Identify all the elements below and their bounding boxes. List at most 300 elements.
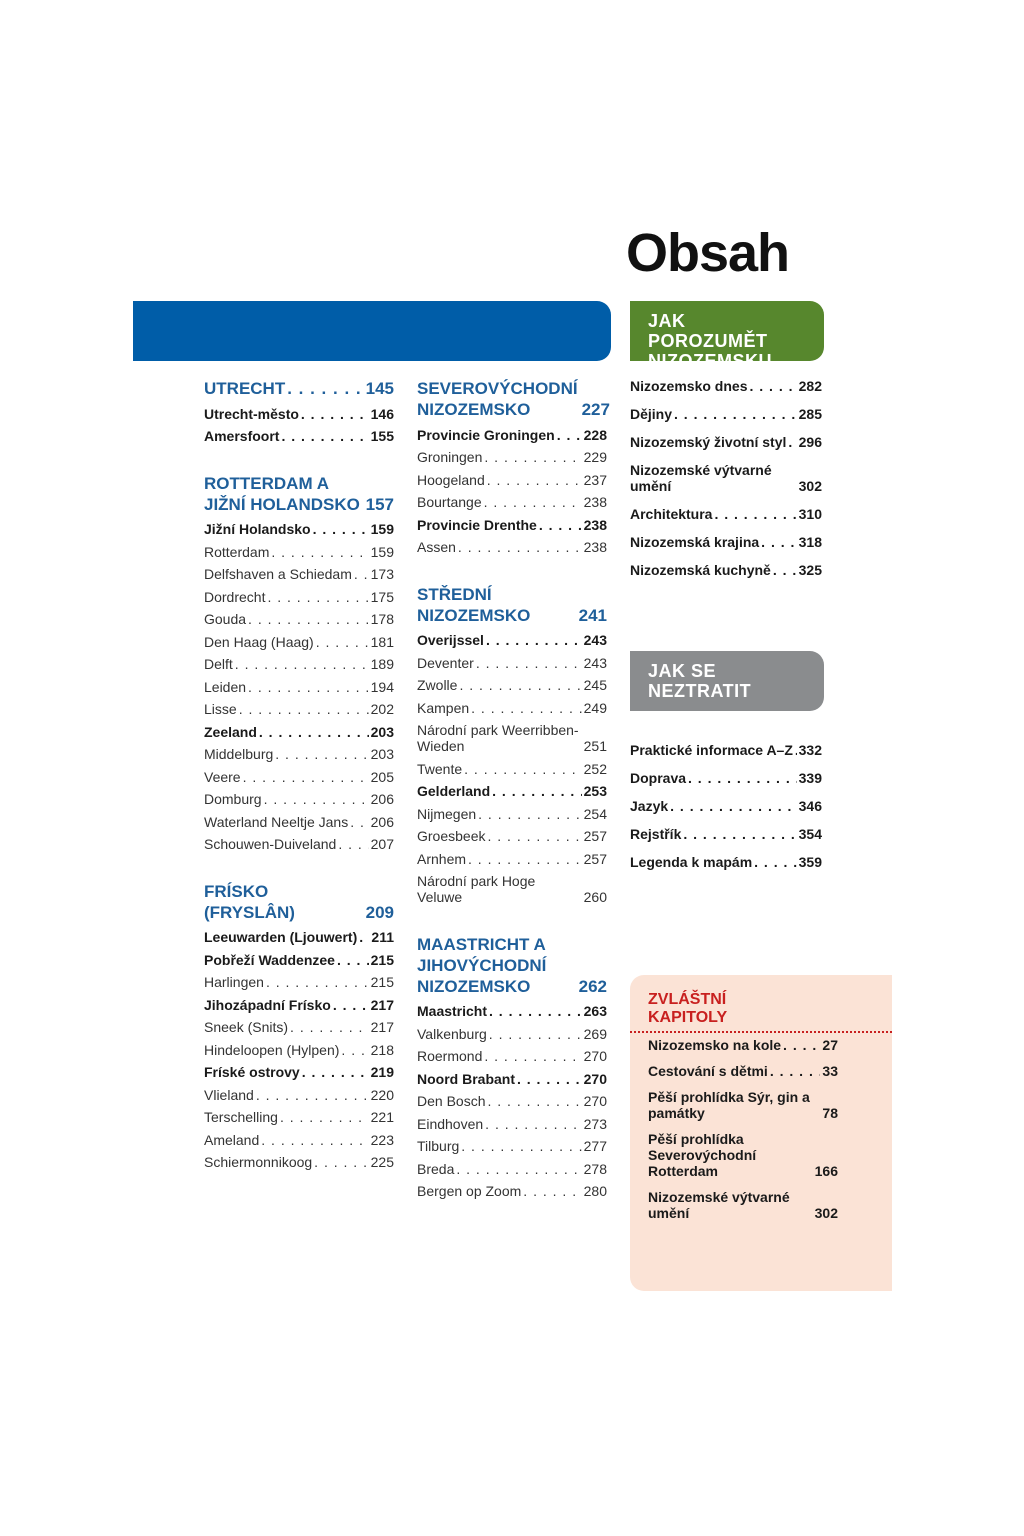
toc-entry[interactable]: [417, 1116, 607, 1132]
dot-leader: [487, 472, 582, 488]
dot-leader: [359, 929, 369, 945]
toc-entry[interactable]: [204, 701, 394, 717]
dot-leader: [783, 1037, 820, 1053]
entry-title: Den Haag (Haag): [204, 633, 314, 650]
dot-leader: [302, 1064, 369, 1080]
dot-leader: [484, 494, 582, 510]
entry-title: Jižní Holandsko: [204, 521, 311, 537]
entry-page-number: 203: [370, 746, 394, 762]
entry-title: Valkenburg: [417, 1025, 487, 1042]
entry-title: Eindhoven: [417, 1115, 484, 1132]
dot-leader: [316, 634, 369, 650]
entry-title: Rejstřík: [630, 826, 682, 842]
entry-page-number: 277: [583, 1138, 607, 1154]
entry-page-number: 278: [583, 1160, 607, 1177]
dot-leader: [271, 544, 368, 560]
toc-entry[interactable]: [417, 700, 607, 716]
entry-page-number: 257: [583, 828, 607, 844]
toc-entry[interactable]: [204, 406, 394, 422]
section-heading[interactable]: [417, 584, 607, 626]
toc-entry[interactable]: [204, 724, 394, 740]
entry-title: Waterland Neeltje Jans: [204, 813, 349, 830]
section-title: UTRECHT: [204, 379, 286, 398]
entry-title: Nizozemsko dnes: [630, 378, 748, 394]
entry-page-number: 325: [798, 562, 822, 578]
section-gap: [204, 859, 394, 881]
toc-entry[interactable]: [204, 769, 394, 785]
dot-leader: [239, 701, 369, 717]
toc-column-regions-1: [204, 378, 394, 1177]
dot-leader: [492, 783, 582, 799]
entry-page-number: 221: [370, 1109, 394, 1125]
dot-leader: [267, 589, 368, 605]
entry-title: Cestování s dětmi: [648, 1063, 768, 1079]
toc-entry[interactable]: [204, 544, 394, 560]
dot-leader: [489, 1003, 582, 1019]
toc-entry[interactable]: [204, 952, 394, 968]
entry-page-number: 175: [370, 588, 394, 605]
entry-page-number: 207: [370, 836, 394, 852]
toc-entry[interactable]: [204, 836, 394, 852]
toc-entry[interactable]: [417, 1138, 607, 1154]
toc-entry[interactable]: [204, 1064, 394, 1080]
entry-page-number: 215: [370, 951, 394, 968]
toc-entry[interactable]: [630, 742, 822, 758]
entry-page-number: 359: [798, 854, 822, 870]
toc-entry[interactable]: [630, 854, 822, 870]
dot-leader: [350, 814, 368, 830]
dot-leader: [275, 746, 368, 762]
entry-title: Provincie Drenthe: [417, 516, 537, 533]
section-heading[interactable]: [204, 881, 394, 923]
toc-entry[interactable]: [417, 427, 607, 443]
entry-page-number: 78: [822, 1105, 838, 1121]
toc-entry[interactable]: [204, 521, 394, 537]
dot-leader: [243, 769, 369, 785]
entry-page-number: 254: [583, 805, 607, 822]
entry-title: Harlingen: [204, 974, 264, 990]
dot-leader: [795, 742, 797, 758]
entry-page-number: 155: [370, 428, 394, 444]
section-page-number: 145: [365, 379, 394, 398]
entry-title: Jazyk: [630, 798, 669, 814]
toc-entry[interactable]: [417, 1003, 607, 1019]
entry-title: Pěší prohlídka Sýr, gin a památky: [648, 1089, 810, 1121]
entry-title: Vlieland: [204, 1086, 254, 1103]
toc-column-survival: [630, 742, 822, 882]
entry-page-number: 220: [370, 1086, 394, 1103]
entry-title: Nizozemské výtvarné umění: [648, 1189, 790, 1221]
dot-leader: [338, 836, 368, 852]
entry-page-number: 211: [371, 929, 394, 945]
entry-title: Maastricht: [417, 1003, 488, 1019]
entry-title: Leeuwarden (Ljouwert): [204, 929, 358, 945]
toc-entry[interactable]: [630, 506, 822, 522]
section-page-number: 227: [581, 400, 610, 419]
entry-title: Terschelling: [204, 1109, 278, 1125]
dot-leader: [471, 700, 581, 716]
entry-page-number: 332: [798, 742, 822, 758]
toc-entry[interactable]: [417, 1161, 607, 1177]
dot-leader: [754, 854, 796, 870]
dot-leader: [484, 449, 581, 465]
section-gap: [417, 912, 607, 934]
entry-title: Middelburg: [204, 746, 274, 762]
dot-leader: [280, 1109, 369, 1125]
toc-entry[interactable]: [204, 929, 394, 945]
entry-title: Groesbeek: [417, 828, 486, 844]
entry-page-number: 310: [798, 506, 822, 522]
dot-leader: [259, 724, 369, 740]
dot-leader: [714, 506, 796, 522]
entry-page-number: 173: [370, 566, 394, 582]
section-title: FRÍSKO (FRYSLÂN): [204, 881, 295, 922]
entry-page-number: 251: [583, 738, 607, 754]
toc-entry[interactable]: [630, 434, 822, 450]
toc-section: [204, 473, 394, 853]
toc-entry[interactable]: [630, 462, 822, 494]
entry-title: Rotterdam: [204, 543, 270, 560]
toc-section: [204, 378, 394, 444]
toc-entry[interactable]: [204, 1132, 394, 1148]
toc-entry[interactable]: [204, 679, 394, 695]
entry-title: Bourtange: [417, 494, 482, 510]
toc-entry[interactable]: [630, 378, 822, 394]
dot-leader: [314, 1154, 368, 1170]
section-page-number: 157: [365, 494, 394, 514]
toc-entry[interactable]: [204, 974, 394, 990]
entry-page-number: 249: [583, 699, 607, 716]
entry-title: Bergen op Zoom: [417, 1183, 522, 1199]
toc-entry[interactable]: [630, 826, 822, 842]
entry-page-number: 339: [798, 770, 822, 786]
special-chapters-box: [630, 975, 892, 1291]
entry-title: Tilburg: [417, 1138, 460, 1154]
entry-title: Pobřeží Waddenzee: [204, 951, 335, 968]
dot-leader: [478, 806, 582, 822]
toc-entry[interactable]: [417, 873, 607, 905]
entry-page-number: 178: [370, 611, 394, 627]
entry-title: Breda: [417, 1160, 455, 1177]
entry-title: Doprava: [630, 770, 687, 786]
entry-page-number: 194: [370, 678, 394, 695]
entry-page-number: 354: [798, 826, 822, 842]
entry-page-number: 318: [798, 534, 822, 550]
dot-leader: [458, 539, 582, 555]
toc-entry[interactable]: [417, 1183, 607, 1199]
dot-leader: [761, 534, 796, 550]
entry-title: Noord Brabant: [417, 1070, 515, 1087]
dot-leader: [770, 1063, 821, 1079]
toc-entry[interactable]: [417, 677, 607, 693]
entry-title: Roermond: [417, 1048, 483, 1064]
entry-title: Nizozemské výtvarné umění: [630, 462, 772, 494]
toc-entry[interactable]: [204, 791, 394, 807]
entry-page-number: 225: [370, 1154, 394, 1170]
toc-entry[interactable]: [204, 997, 394, 1013]
toc-entry[interactable]: [417, 783, 607, 799]
dot-leader: [749, 378, 796, 394]
entry-title: Gouda: [204, 611, 247, 627]
toc-section: [417, 584, 607, 906]
entry-title: Nizozemská kuchyně: [630, 562, 771, 578]
entry-page-number: 302: [814, 1205, 838, 1221]
toc-entry[interactable]: [417, 722, 607, 754]
dot-leader: [489, 1026, 582, 1042]
dot-leader: [354, 566, 369, 582]
entry-page-number: 146: [370, 405, 394, 422]
section-page-number: 209: [365, 902, 394, 922]
dot-leader: [557, 427, 582, 443]
toc-entry[interactable]: [417, 494, 607, 510]
toc-entry[interactable]: [204, 634, 394, 650]
section-gap: [417, 562, 607, 584]
dot-leader: [456, 1161, 581, 1177]
dot-leader: [235, 656, 369, 672]
toc-entry[interactable]: [630, 770, 822, 786]
dot-leader: [476, 655, 582, 671]
dot-leader: [487, 1093, 581, 1109]
dot-leader: [487, 828, 581, 844]
toc-section: [204, 881, 394, 1171]
entry-title: Architektura: [630, 506, 713, 522]
toc-entry[interactable]: [417, 539, 607, 555]
toc-entry[interactable]: [648, 1089, 838, 1121]
toc-entry[interactable]: [417, 1093, 607, 1109]
dot-leader: [301, 406, 369, 422]
entry-page-number: 218: [370, 1041, 394, 1058]
toc-entry[interactable]: [204, 1109, 394, 1125]
entry-title: Overijssel: [417, 632, 484, 648]
entry-title: Assen: [417, 539, 456, 555]
entry-page-number: 217: [370, 996, 394, 1013]
entry-title: Domburg: [204, 791, 262, 807]
dot-leader: [683, 826, 796, 842]
dot-leader: [337, 952, 369, 968]
special-chapters-heading: ZVLÁŠTNÍ KAPITOLY: [648, 991, 728, 1026]
entry-page-number: 238: [583, 494, 607, 510]
section-gap: [204, 451, 394, 473]
entry-page-number: 229: [583, 449, 607, 465]
toc-entry[interactable]: [417, 632, 607, 648]
toc-column-regions-2: [417, 378, 610, 1206]
entry-page-number: 223: [370, 1131, 394, 1148]
entry-page-number: 273: [583, 1115, 607, 1132]
dot-leader: [341, 1042, 368, 1058]
entry-page-number: 270: [583, 1048, 607, 1064]
dot-leader: [313, 521, 369, 537]
entry-page-number: 257: [583, 850, 607, 867]
toc-entry[interactable]: [204, 746, 394, 762]
section-heading[interactable]: [417, 934, 607, 997]
entry-page-number: 282: [798, 378, 822, 394]
toc-entry[interactable]: [417, 517, 607, 533]
entry-page-number: 296: [798, 434, 822, 450]
section-page-number: 262: [578, 976, 607, 996]
entry-page-number: 219: [370, 1064, 394, 1080]
toc-entry[interactable]: [417, 1071, 607, 1087]
toc-entry[interactable]: [630, 406, 822, 422]
entry-title: Arnhem: [417, 850, 467, 867]
entry-title: Nizozemsko na kole: [648, 1037, 782, 1053]
toc-section: [417, 934, 607, 1200]
toc-section: [417, 378, 610, 555]
toc-entry[interactable]: [204, 814, 394, 830]
toc-entry[interactable]: [417, 761, 607, 777]
entry-title: Groningen: [417, 449, 483, 465]
entry-title: Jihozápadní Frísko: [204, 996, 331, 1013]
dot-leader: [264, 791, 369, 807]
entry-page-number: 285: [798, 406, 822, 422]
entry-title: Lisse: [204, 701, 237, 717]
dot-leader: [484, 1048, 581, 1064]
dot-leader: [468, 851, 582, 867]
entry-page-number: 260: [583, 889, 607, 905]
entry-page-number: 181: [370, 633, 394, 650]
toc-entry[interactable]: [630, 562, 822, 578]
entry-page-number: 206: [370, 813, 394, 830]
dot-leader: [464, 761, 582, 777]
dot-leader: [788, 434, 796, 450]
toc-entry[interactable]: [204, 611, 394, 627]
toc-entry[interactable]: [417, 472, 607, 488]
dot-leader: [266, 974, 369, 990]
entry-page-number: 269: [583, 1025, 607, 1042]
entry-title: Delft: [204, 656, 233, 672]
entry-page-number: 27: [822, 1037, 838, 1053]
toc-entry[interactable]: [417, 828, 607, 844]
dot-leader: [256, 1087, 369, 1103]
entry-page-number: 302: [798, 478, 822, 494]
entry-title: Leiden: [204, 678, 247, 695]
entry-page-number: 263: [583, 1003, 607, 1019]
entry-page-number: 205: [370, 768, 394, 785]
toc-entry[interactable]: [648, 1037, 838, 1053]
survival-section-label: JAK SE NEZTRATIT: [630, 651, 824, 711]
toc-entry[interactable]: [204, 656, 394, 672]
entry-page-number: 253: [583, 783, 607, 799]
section-title: STŘEDNÍ NIZOZEMSKO: [417, 584, 531, 625]
toc-entry[interactable]: [204, 566, 394, 582]
blue-header-bar: [133, 301, 611, 361]
entry-title: Praktické informace A–Z: [630, 742, 793, 758]
toc-entry[interactable]: [417, 449, 607, 465]
entry-title: Hindeloopen (Hylpen): [204, 1041, 340, 1058]
entry-title: Sneek (Snits): [204, 1019, 289, 1035]
toc-entry[interactable]: [204, 1019, 394, 1035]
section-heading[interactable]: [204, 378, 394, 399]
entry-title: Veere: [204, 768, 241, 785]
dot-leader: [287, 378, 363, 399]
special-chapters-list: [648, 1037, 838, 1231]
toc-entry[interactable]: [417, 1048, 607, 1064]
entry-title: Legenda k mapám: [630, 854, 753, 870]
special-divider: [630, 1031, 892, 1033]
entry-title: Národní park Hoge Veluwe: [417, 873, 536, 905]
toc-entry[interactable]: [204, 1154, 394, 1170]
toc-entry[interactable]: [204, 589, 394, 605]
toc-entry[interactable]: [417, 806, 607, 822]
dot-leader: [688, 770, 797, 786]
understand-section-label: JAK POROZUMĚT NIZOZEMSKU: [630, 301, 824, 361]
entry-title: Zwolle: [417, 677, 458, 693]
entry-title: Nijmegen: [417, 805, 477, 822]
entry-page-number: 33: [822, 1063, 838, 1079]
entry-title: Gelderland: [417, 783, 491, 799]
entry-title: Dějiny: [630, 406, 673, 422]
toc-entry[interactable]: [417, 1026, 607, 1042]
dot-leader: [486, 632, 582, 648]
toc-entry[interactable]: [648, 1131, 838, 1179]
section-title: ROTTERDAM A JIŽNÍ HOLANDSKO: [204, 473, 360, 514]
toc-entry[interactable]: [630, 534, 822, 550]
section-heading[interactable]: [417, 378, 610, 420]
entry-page-number: 243: [583, 654, 607, 671]
entry-page-number: 202: [370, 701, 394, 717]
entry-page-number: 237: [583, 471, 607, 488]
entry-title: Utrecht-město: [204, 405, 299, 422]
entry-page-number: 215: [370, 974, 394, 990]
entry-title: Den Bosch: [417, 1093, 486, 1109]
entry-page-number: 189: [370, 656, 394, 672]
toc-entry[interactable]: [204, 1087, 394, 1103]
entry-title: Hoogeland: [417, 471, 485, 488]
entry-page-number: 252: [583, 760, 607, 777]
dot-leader: [290, 1019, 369, 1035]
entry-page-number: 238: [583, 539, 607, 555]
dot-leader: [674, 406, 797, 422]
toc-entry[interactable]: [417, 851, 607, 867]
toc-entry[interactable]: [630, 798, 822, 814]
entry-page-number: 243: [583, 632, 607, 648]
dot-leader: [248, 679, 369, 695]
entry-page-number: 270: [583, 1093, 607, 1109]
toc-column-understand: [630, 378, 822, 590]
dot-leader: [517, 1071, 582, 1087]
entry-title: Pěší prohlídka Severovýchodní Rotterdam: [648, 1131, 757, 1179]
entry-page-number: 203: [370, 723, 394, 740]
toc-entry[interactable]: [648, 1189, 838, 1221]
dot-leader: [333, 997, 369, 1013]
toc-entry[interactable]: [648, 1063, 838, 1079]
entry-page-number: 346: [798, 798, 822, 814]
section-heading[interactable]: [204, 473, 394, 515]
entry-page-number: 280: [583, 1183, 607, 1199]
entry-title: Schiermonnikoog: [204, 1154, 313, 1170]
toc-entry[interactable]: [204, 1042, 394, 1058]
entry-title: Nizozemský životní styl: [630, 434, 787, 450]
dot-leader: [539, 517, 582, 533]
entry-title: Nizozemská krajina: [630, 534, 760, 550]
entry-page-number: 238: [583, 516, 607, 533]
toc-entry[interactable]: [417, 655, 607, 671]
entry-title: Kampen: [417, 699, 470, 716]
entry-title: Ameland: [204, 1131, 260, 1148]
entry-title: Delfshaven a Schiedam: [204, 566, 352, 582]
entry-title: Twente: [417, 760, 463, 777]
section-title: SEVEROVÝCHODNÍ NIZOZEMSKO: [417, 379, 578, 419]
entry-title: Provincie Groningen: [417, 426, 555, 443]
entry-page-number: 206: [370, 791, 394, 807]
dot-leader: [485, 1116, 581, 1132]
dot-leader: [248, 611, 369, 627]
dot-leader: [773, 562, 797, 578]
dot-leader: [523, 1183, 581, 1199]
dot-leader: [461, 1138, 581, 1154]
toc-entry[interactable]: [204, 428, 394, 444]
dot-leader: [459, 677, 581, 693]
entry-page-number: 245: [583, 677, 607, 693]
